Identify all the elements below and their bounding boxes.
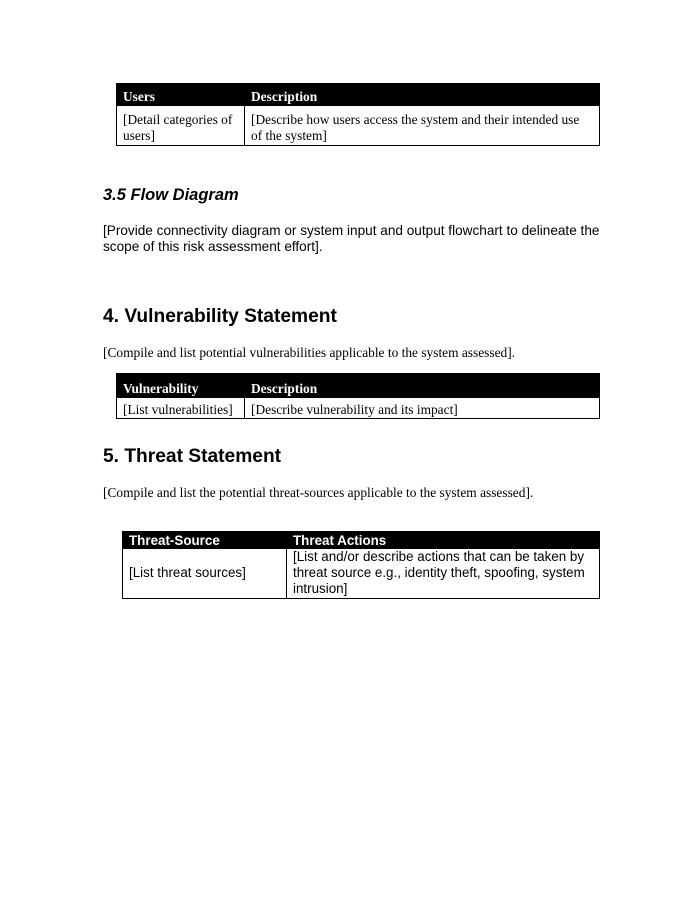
table-cell: [List threat sources]	[123, 549, 287, 599]
table-header-row	[117, 374, 600, 398]
vulnerability-paragraph: [Compile and list potential vulnerabilities applicable to the system assessed].	[103, 345, 516, 360]
section-heading-threat: 5. Threat Statement	[103, 446, 282, 467]
threat-paragraph: [Compile and list the potential threat-sources applicable to the system assessed].	[103, 485, 534, 500]
table-header-users: Users	[117, 84, 245, 106]
section-heading-flow-diagram: 3.5 Flow Diagram	[103, 186, 239, 204]
table-header-threat-source: Threat-Source	[123, 532, 287, 549]
table-cell: [Detail categories of users]	[117, 106, 245, 146]
table-header-threat-actions: Threat Actions	[287, 532, 600, 549]
table-row	[117, 398, 600, 419]
users-table	[116, 83, 600, 146]
threat-table	[122, 531, 600, 599]
table-cell: [List vulnerabilities]	[117, 398, 245, 419]
vulnerability-table	[116, 373, 600, 419]
table-cell: [List and/or describe actions that can be taken by threat source e.g., identity theft, spoofing, system intrusion]	[287, 549, 600, 599]
table-header-description: Description	[245, 374, 600, 398]
table-header-description: Description	[245, 84, 600, 106]
table-row	[117, 106, 600, 146]
table-cell: [Describe vulnerability and its impact]	[245, 398, 600, 419]
table-header-row	[117, 84, 600, 106]
table-cell: [Describe how users access the system and their intended use of the system]	[245, 106, 600, 146]
table-header-vulnerability: Vulnerability	[117, 374, 245, 398]
table-header-row	[123, 532, 600, 549]
flow-diagram-paragraph: [Provide connectivity diagram or system input and output flowchart to delineate the scope of this risk assessment effort].	[103, 223, 600, 254]
section-heading-vulnerability: 4. Vulnerability Statement	[103, 306, 337, 327]
table-row	[123, 549, 600, 599]
